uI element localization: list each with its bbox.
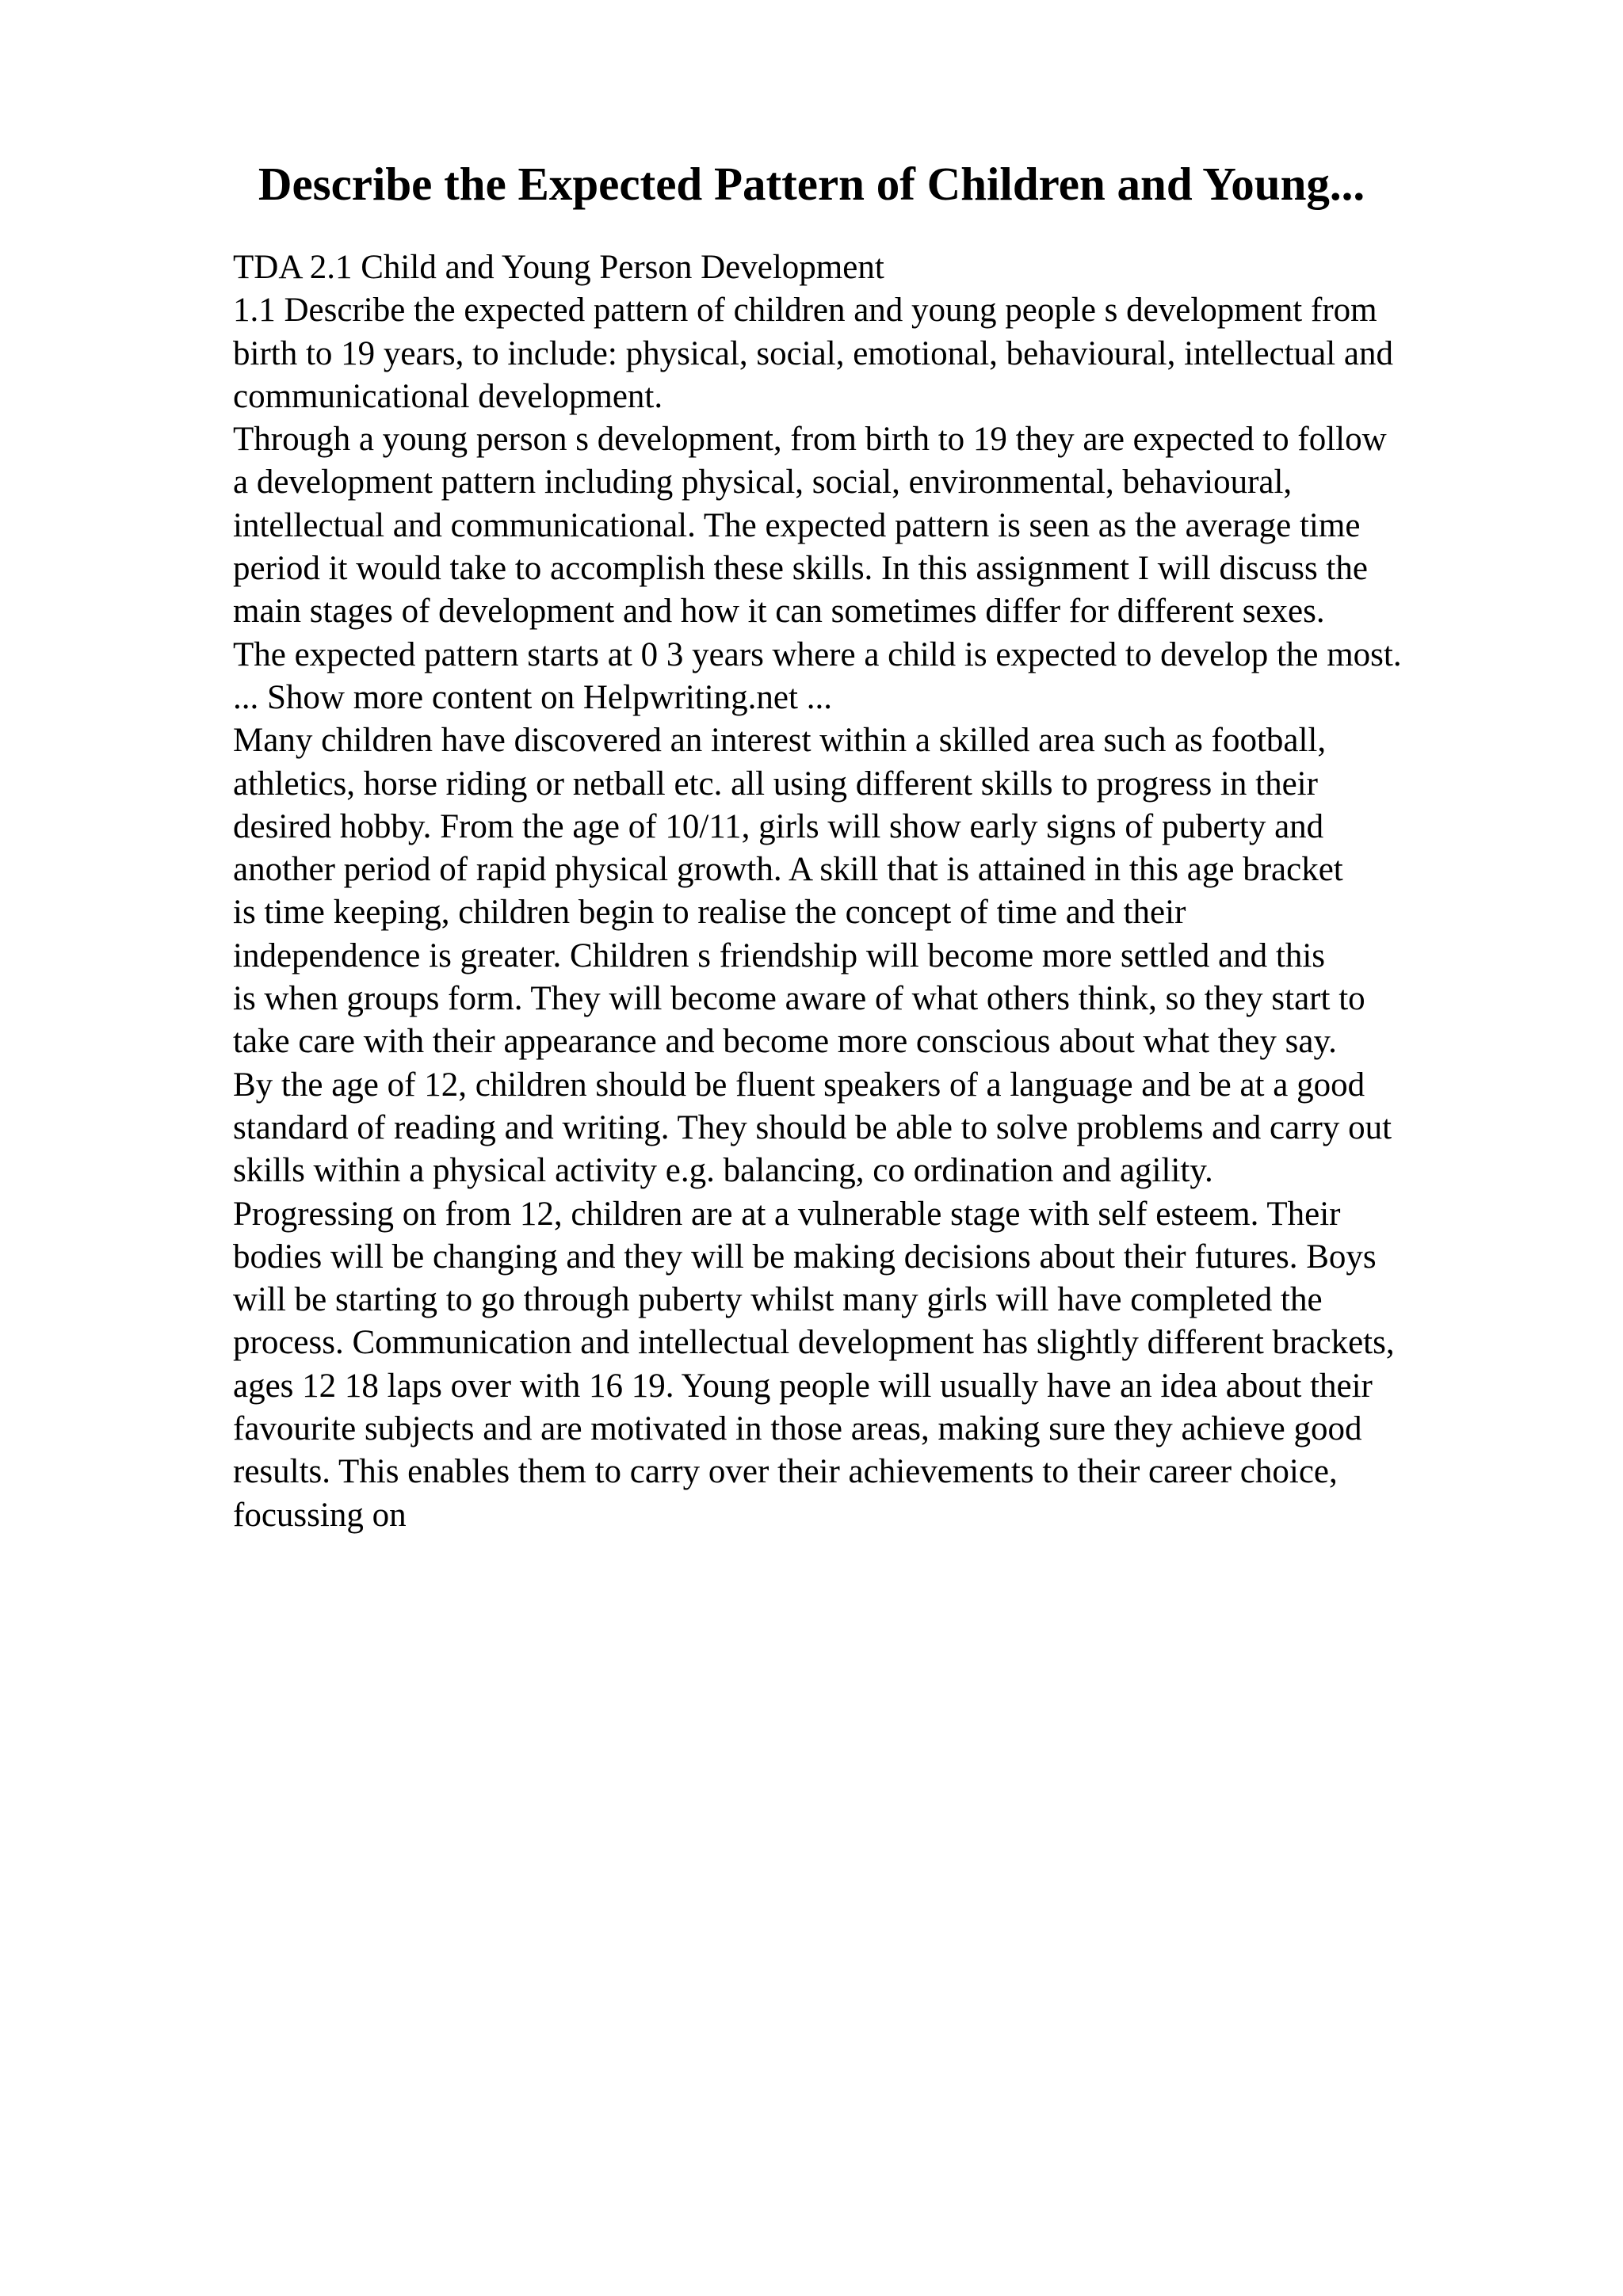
body-line-question: birth to 19 years, to include: physical, social, emotional, behavioural, intellectual and — [233, 334, 1393, 372]
body-line: period it would take to accomplish these skills. In this assignment I will discuss the — [233, 550, 1368, 588]
body-line: will be starting to go through puberty whilst many girls will have completed the — [233, 1281, 1323, 1319]
body-line: take care with their appearance and become more conscious about what they say. — [233, 1023, 1337, 1061]
body-line: ages 12 18 laps over with 16 19. Young people will usually have an idea about their — [233, 1367, 1373, 1405]
body-line: main stages of development and how it can sometimes differ for different sexes. — [233, 593, 1325, 631]
body-line: process. Communication and intellectual development has slightly different brackets, — [233, 1324, 1395, 1362]
body-line: is when groups form. They will become aware of what others think, so they start to — [233, 980, 1365, 1018]
body-line: bodies will be changing and they will be making decisions about their futures. Boys — [233, 1238, 1377, 1276]
body-line-question: 1.1 Describe the expected pattern of children and young people s development from — [233, 292, 1377, 330]
body-line: Progressing on from 12, children are at a vulnerable stage with self esteem. Their — [233, 1195, 1341, 1233]
body-line: skills within a physical activity e.g. balancing, co ordination and agility. — [233, 1152, 1213, 1190]
show-more-content-note: ... Show more content on Helpwriting.net ... — [233, 678, 832, 716]
body-line: results. This enables them to carry over their achievements to their career choice, — [233, 1453, 1338, 1491]
body-line-course-title: TDA 2.1 Child and Young Person Development — [233, 249, 884, 286]
body-line: independence is greater. Children s friendship will become more settled and this — [233, 936, 1325, 974]
body-line: favourite subjects and are motivated in those areas, making sure they achieve good — [233, 1410, 1362, 1448]
body-line: desired hobby. From the age of 10/11, girls will show early signs of puberty and — [233, 807, 1324, 845]
body-line: standard of reading and writing. They should be able to solve problems and carry out — [233, 1108, 1392, 1146]
body-line: Through a young person s development, from birth to 19 they are expected to follow — [233, 421, 1387, 459]
body-line: another period of rapid physical growth. A skill that is attained in this age bracket — [233, 851, 1343, 889]
body-line: a development pattern including physical, social, environmental, behavioural, — [233, 463, 1293, 502]
body-line: is time keeping, children begin to realise the concept of time and their — [233, 894, 1186, 932]
body-line: Many children have discovered an interest within a skilled area such as football, — [233, 722, 1327, 760]
body-line-truncated: focussing on — [233, 1496, 407, 1534]
body-line: athletics, horse riding or netball etc. all using different skills to progress in their — [233, 765, 1318, 803]
document-body — [233, 246, 1517, 1537]
body-line-question: communicational development. — [233, 377, 663, 415]
document-title: Describe the Expected Pattern of Children and Young... — [258, 158, 1365, 210]
body-line: The expected pattern starts at 0 3 years where a child is expected to develop the most. — [233, 635, 1402, 673]
body-line: intellectual and communicational. The expected pattern is seen as the average time — [233, 506, 1361, 544]
body-line: By the age of 12, children should be fluent speakers of a language and be at a good — [233, 1066, 1365, 1104]
